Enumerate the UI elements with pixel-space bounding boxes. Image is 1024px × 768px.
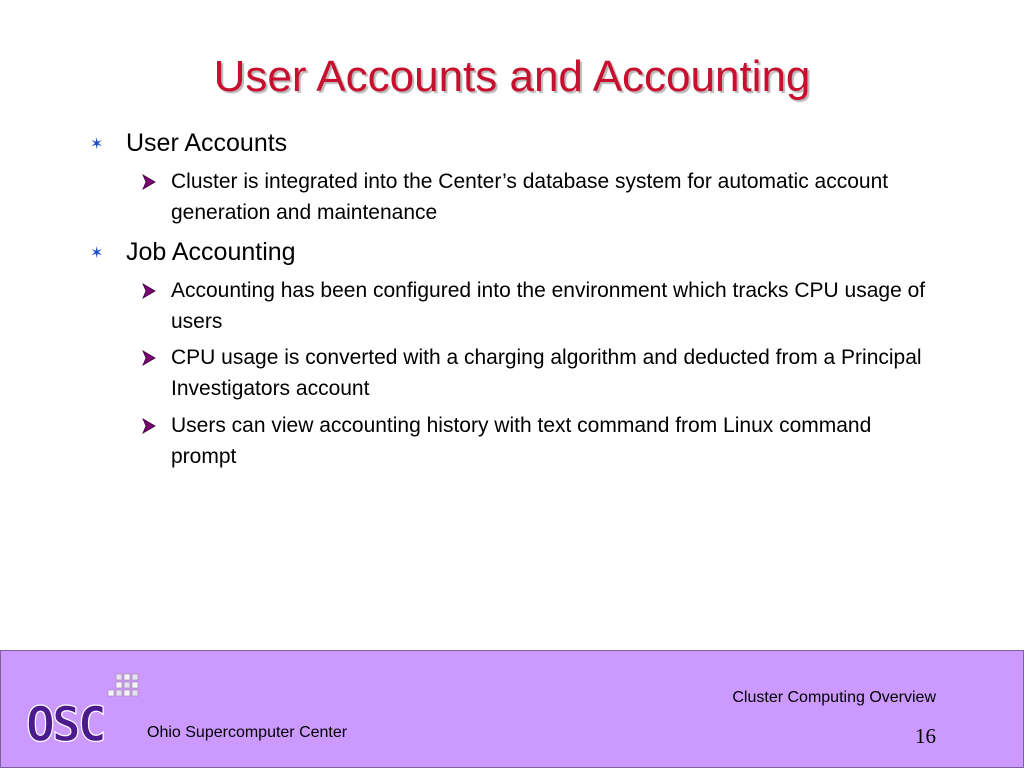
asterisk-bullet-icon: ✶ bbox=[90, 245, 104, 262]
subbullet-database-integration: Cluster is integrated into the Center’s database system for automatic account generation and maintenance bbox=[171, 170, 889, 224]
subbullet-cpu-tracking: Accounting has been configured into the environment which tracks CPU usage of users bbox=[171, 279, 926, 333]
logo-text: OSC bbox=[26, 697, 104, 752]
page-number: 16 bbox=[915, 724, 936, 748]
asterisk-bullet-icon: ✶ bbox=[90, 136, 104, 153]
presentation-title: Cluster Computing Overview bbox=[732, 689, 936, 706]
arrowhead-bullet-icon bbox=[138, 347, 160, 369]
organization-name: Ohio Supercomputer Center bbox=[147, 724, 348, 741]
osc-logo-icon bbox=[24, 672, 144, 752]
arrowhead-bullet-icon bbox=[138, 171, 160, 193]
arrowhead-bullet-icon bbox=[138, 280, 160, 302]
subbullet-charging-algorithm: CPU usage is converted with a charging algorithm and deducted from a Principal Investigators account bbox=[171, 346, 922, 400]
footer-band bbox=[0, 650, 1024, 768]
bullet-job-accounting: Job Accounting bbox=[126, 238, 296, 266]
bullet-user-accounts: User Accounts bbox=[126, 129, 288, 157]
subbullet-accounting-history: Users can view accounting history with text command from Linux command prompt bbox=[171, 414, 872, 468]
arrowhead-bullet-icon bbox=[138, 415, 160, 437]
slide-title: User Accounts and Accounting bbox=[213, 52, 811, 101]
logo-grid-mark bbox=[108, 674, 138, 696]
